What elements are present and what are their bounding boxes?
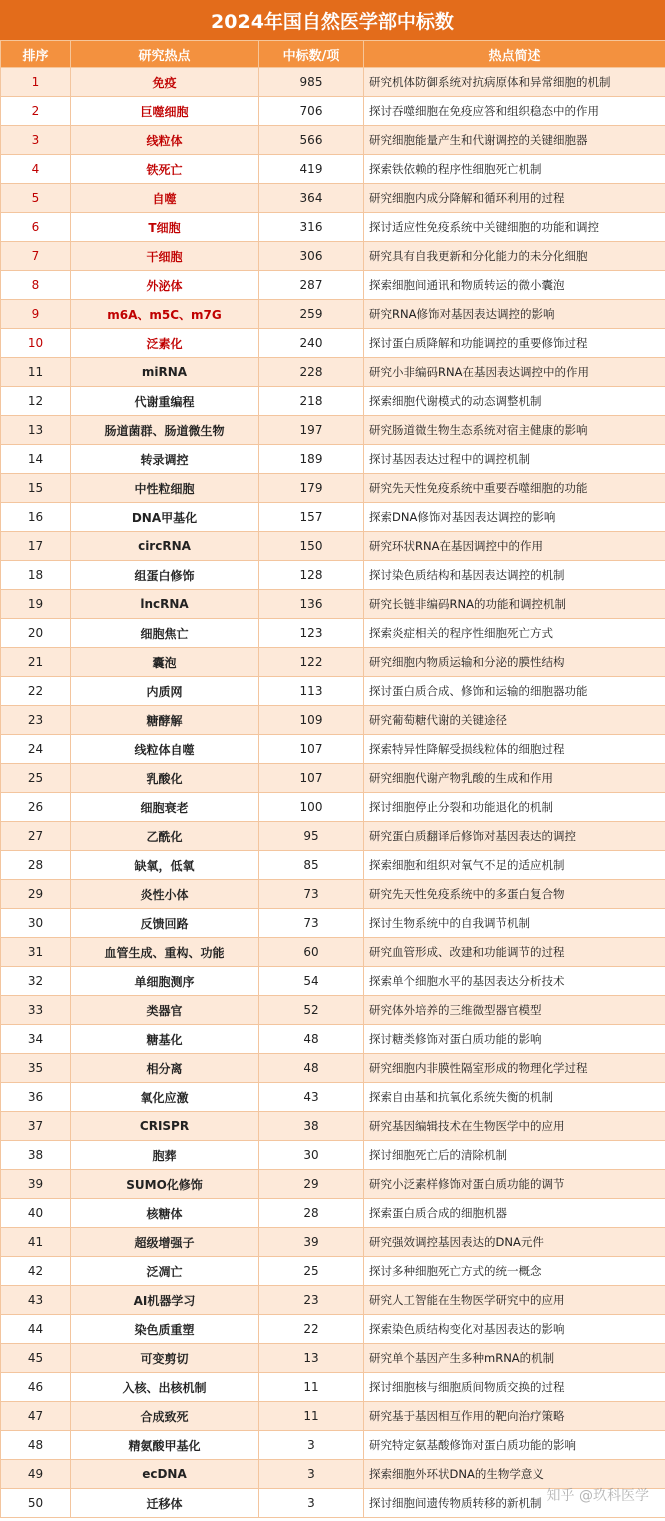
header-rank: 排序 bbox=[1, 41, 71, 68]
table-row bbox=[1, 561, 665, 590]
count-cell: 11 bbox=[259, 1373, 364, 1402]
description-cell: 研究先天性免疫系统中重要吞噬细胞的功能 bbox=[364, 474, 665, 503]
topic-cell: 糖酵解 bbox=[71, 706, 259, 735]
description-cell: 探索铁依赖的程序性细胞死亡机制 bbox=[364, 155, 665, 184]
topic-cell: 合成致死 bbox=[71, 1402, 259, 1431]
rank-cell: 28 bbox=[1, 851, 71, 880]
ranking-table bbox=[0, 40, 665, 1518]
topic-cell: SUMO化修饰 bbox=[71, 1170, 259, 1199]
rank-cell: 4 bbox=[1, 155, 71, 184]
topic-cell: lncRNA bbox=[71, 590, 259, 619]
rank-cell: 26 bbox=[1, 793, 71, 822]
table-row bbox=[1, 677, 665, 706]
table-row bbox=[1, 967, 665, 996]
count-cell: 54 bbox=[259, 967, 364, 996]
count-cell: 85 bbox=[259, 851, 364, 880]
count-cell: 128 bbox=[259, 561, 364, 590]
table-row bbox=[1, 358, 665, 387]
count-cell: 25 bbox=[259, 1257, 364, 1286]
count-cell: 38 bbox=[259, 1112, 364, 1141]
rank-cell: 10 bbox=[1, 329, 71, 358]
description-cell: 研究环状RNA在基因调控中的作用 bbox=[364, 532, 665, 561]
description-cell: 研究细胞内非膜性隔室形成的物理化学过程 bbox=[364, 1054, 665, 1083]
rank-cell: 38 bbox=[1, 1141, 71, 1170]
description-cell: 探讨细胞间遗传物质转移的新机制 bbox=[364, 1489, 665, 1518]
description-cell: 研究基因编辑技术在生物医学中的应用 bbox=[364, 1112, 665, 1141]
rank-cell: 33 bbox=[1, 996, 71, 1025]
count-cell: 3 bbox=[259, 1431, 364, 1460]
table-row bbox=[1, 68, 665, 97]
rank-cell: 14 bbox=[1, 445, 71, 474]
count-cell: 218 bbox=[259, 387, 364, 416]
rank-cell: 7 bbox=[1, 242, 71, 271]
rank-cell: 23 bbox=[1, 706, 71, 735]
description-cell: 探索细胞间通讯和物质转运的微小囊泡 bbox=[364, 271, 665, 300]
table-row bbox=[1, 764, 665, 793]
count-cell: 48 bbox=[259, 1025, 364, 1054]
table-header-row bbox=[1, 41, 665, 68]
count-cell: 48 bbox=[259, 1054, 364, 1083]
table-row bbox=[1, 532, 665, 561]
rank-cell: 15 bbox=[1, 474, 71, 503]
topic-cell: 免疫 bbox=[71, 68, 259, 97]
topic-cell: 可变剪切 bbox=[71, 1344, 259, 1373]
table-row bbox=[1, 1141, 665, 1170]
description-cell: 研究基于基因相互作用的靶向治疗策略 bbox=[364, 1402, 665, 1431]
description-cell: 研究葡萄糖代谢的关键途径 bbox=[364, 706, 665, 735]
table-row bbox=[1, 1228, 665, 1257]
description-cell: 研究蛋白质翻译后修饰对基因表达的调控 bbox=[364, 822, 665, 851]
topic-cell: 核糖体 bbox=[71, 1199, 259, 1228]
rank-cell: 40 bbox=[1, 1199, 71, 1228]
count-cell: 197 bbox=[259, 416, 364, 445]
rank-cell: 20 bbox=[1, 619, 71, 648]
rank-cell: 36 bbox=[1, 1083, 71, 1112]
topic-cell: CRISPR bbox=[71, 1112, 259, 1141]
topic-cell: 入核、出核机制 bbox=[71, 1373, 259, 1402]
topic-cell: 氧化应激 bbox=[71, 1083, 259, 1112]
topic-cell: 自噬 bbox=[71, 184, 259, 213]
table-row bbox=[1, 1170, 665, 1199]
table-row bbox=[1, 706, 665, 735]
topic-cell: 外泌体 bbox=[71, 271, 259, 300]
rank-cell: 39 bbox=[1, 1170, 71, 1199]
topic-cell: circRNA bbox=[71, 532, 259, 561]
table-row bbox=[1, 97, 665, 126]
count-cell: 30 bbox=[259, 1141, 364, 1170]
rank-cell: 8 bbox=[1, 271, 71, 300]
table-row bbox=[1, 619, 665, 648]
topic-cell: 内质网 bbox=[71, 677, 259, 706]
topic-cell: 血管生成、重构、功能 bbox=[71, 938, 259, 967]
rank-cell: 30 bbox=[1, 909, 71, 938]
rank-cell: 32 bbox=[1, 967, 71, 996]
count-cell: 3 bbox=[259, 1489, 364, 1518]
rank-cell: 45 bbox=[1, 1344, 71, 1373]
rank-cell: 22 bbox=[1, 677, 71, 706]
count-cell: 73 bbox=[259, 880, 364, 909]
count-cell: 287 bbox=[259, 271, 364, 300]
rank-cell: 13 bbox=[1, 416, 71, 445]
topic-cell: 巨噬细胞 bbox=[71, 97, 259, 126]
rank-cell: 25 bbox=[1, 764, 71, 793]
count-cell: 95 bbox=[259, 822, 364, 851]
description-cell: 研究机体防御系统对抗病原体和异常细胞的机制 bbox=[364, 68, 665, 97]
description-cell: 探讨蛋白质降解和功能调控的重要修饰过程 bbox=[364, 329, 665, 358]
count-cell: 566 bbox=[259, 126, 364, 155]
header-count: 中标数/项 bbox=[259, 41, 364, 68]
count-cell: 29 bbox=[259, 1170, 364, 1199]
topic-cell: 超级增强子 bbox=[71, 1228, 259, 1257]
description-cell: 研究长链非编码RNA的功能和调控机制 bbox=[364, 590, 665, 619]
table-row bbox=[1, 880, 665, 909]
description-cell: 探索细胞外环状DNA的生物学意义 bbox=[364, 1460, 665, 1489]
count-cell: 39 bbox=[259, 1228, 364, 1257]
topic-cell: 代谢重编程 bbox=[71, 387, 259, 416]
rank-cell: 3 bbox=[1, 126, 71, 155]
topic-cell: m6A、m5C、m7G bbox=[71, 300, 259, 329]
table-row bbox=[1, 1402, 665, 1431]
header-description: 热点简述 bbox=[364, 41, 665, 68]
header-topic: 研究热点 bbox=[71, 41, 259, 68]
count-cell: 73 bbox=[259, 909, 364, 938]
topic-cell: 乳酸化 bbox=[71, 764, 259, 793]
count-cell: 259 bbox=[259, 300, 364, 329]
topic-cell: 乙酰化 bbox=[71, 822, 259, 851]
topic-cell: 泛凋亡 bbox=[71, 1257, 259, 1286]
rank-cell: 2 bbox=[1, 97, 71, 126]
description-cell: 研究RNA修饰对基因表达调控的影响 bbox=[364, 300, 665, 329]
rank-cell: 24 bbox=[1, 735, 71, 764]
count-cell: 100 bbox=[259, 793, 364, 822]
topic-cell: T细胞 bbox=[71, 213, 259, 242]
count-cell: 240 bbox=[259, 329, 364, 358]
table-row bbox=[1, 155, 665, 184]
table-row bbox=[1, 938, 665, 967]
topic-cell: miRNA bbox=[71, 358, 259, 387]
description-cell: 探讨染色质结构和基因表达调控的机制 bbox=[364, 561, 665, 590]
topic-cell: ecDNA bbox=[71, 1460, 259, 1489]
topic-cell: 反馈回路 bbox=[71, 909, 259, 938]
description-cell: 探索细胞代谢模式的动态调整机制 bbox=[364, 387, 665, 416]
count-cell: 11 bbox=[259, 1402, 364, 1431]
count-cell: 706 bbox=[259, 97, 364, 126]
description-cell: 探讨细胞死亡后的清除机制 bbox=[364, 1141, 665, 1170]
rank-cell: 6 bbox=[1, 213, 71, 242]
table-row bbox=[1, 1286, 665, 1315]
table-row bbox=[1, 1199, 665, 1228]
count-cell: 60 bbox=[259, 938, 364, 967]
topic-cell: 囊泡 bbox=[71, 648, 259, 677]
count-cell: 136 bbox=[259, 590, 364, 619]
table-row bbox=[1, 242, 665, 271]
table-row bbox=[1, 1025, 665, 1054]
rank-cell: 31 bbox=[1, 938, 71, 967]
count-cell: 316 bbox=[259, 213, 364, 242]
rank-cell: 44 bbox=[1, 1315, 71, 1344]
count-cell: 228 bbox=[259, 358, 364, 387]
rank-cell: 19 bbox=[1, 590, 71, 619]
topic-cell: 线粒体自噬 bbox=[71, 735, 259, 764]
description-cell: 研究细胞代谢产物乳酸的生成和作用 bbox=[364, 764, 665, 793]
count-cell: 157 bbox=[259, 503, 364, 532]
description-cell: 探索单个细胞水平的基因表达分析技术 bbox=[364, 967, 665, 996]
description-cell: 研究先天性免疫系统中的多蛋白复合物 bbox=[364, 880, 665, 909]
count-cell: 52 bbox=[259, 996, 364, 1025]
table-row bbox=[1, 1373, 665, 1402]
description-cell: 探讨细胞核与细胞质间物质交换的过程 bbox=[364, 1373, 665, 1402]
description-cell: 探索细胞和组织对氧气不足的适应机制 bbox=[364, 851, 665, 880]
count-cell: 189 bbox=[259, 445, 364, 474]
description-cell: 研究肠道微生物生态系统对宿主健康的影响 bbox=[364, 416, 665, 445]
rank-cell: 42 bbox=[1, 1257, 71, 1286]
table-row bbox=[1, 387, 665, 416]
rank-cell: 16 bbox=[1, 503, 71, 532]
count-cell: 364 bbox=[259, 184, 364, 213]
table-row bbox=[1, 126, 665, 155]
table-row bbox=[1, 329, 665, 358]
topic-cell: 转录调控 bbox=[71, 445, 259, 474]
count-cell: 150 bbox=[259, 532, 364, 561]
topic-cell: 缺氧，低氧 bbox=[71, 851, 259, 880]
topic-cell: 细胞焦亡 bbox=[71, 619, 259, 648]
topic-cell: 炎性小体 bbox=[71, 880, 259, 909]
description-cell: 探讨吞噬细胞在免疫应答和组织稳态中的作用 bbox=[364, 97, 665, 126]
description-cell: 探讨适应性免疫系统中关键细胞的功能和调控 bbox=[364, 213, 665, 242]
rank-cell: 17 bbox=[1, 532, 71, 561]
count-cell: 122 bbox=[259, 648, 364, 677]
description-cell: 探索DNA修饰对基因表达调控的影响 bbox=[364, 503, 665, 532]
description-cell: 探讨细胞停止分裂和功能退化的机制 bbox=[364, 793, 665, 822]
count-cell: 107 bbox=[259, 764, 364, 793]
rank-cell: 18 bbox=[1, 561, 71, 590]
description-cell: 探索炎症相关的程序性细胞死亡方式 bbox=[364, 619, 665, 648]
table-row bbox=[1, 474, 665, 503]
rank-cell: 34 bbox=[1, 1025, 71, 1054]
count-cell: 13 bbox=[259, 1344, 364, 1373]
count-cell: 107 bbox=[259, 735, 364, 764]
table-row bbox=[1, 735, 665, 764]
topic-cell: 铁死亡 bbox=[71, 155, 259, 184]
rank-cell: 46 bbox=[1, 1373, 71, 1402]
table-row bbox=[1, 851, 665, 880]
table-row bbox=[1, 213, 665, 242]
description-cell: 研究体外培养的三维微型器官模型 bbox=[364, 996, 665, 1025]
table-row bbox=[1, 648, 665, 677]
table-row bbox=[1, 300, 665, 329]
description-cell: 研究细胞内物质运输和分泌的膜性结构 bbox=[364, 648, 665, 677]
rank-cell: 5 bbox=[1, 184, 71, 213]
watermark: 知乎 @玖科医学 bbox=[546, 1488, 649, 1504]
count-cell: 985 bbox=[259, 68, 364, 97]
topic-cell: 染色质重塑 bbox=[71, 1315, 259, 1344]
topic-cell: 相分离 bbox=[71, 1054, 259, 1083]
description-cell: 研究小泛素样修饰对蛋白质功能的调节 bbox=[364, 1170, 665, 1199]
rank-cell: 11 bbox=[1, 358, 71, 387]
table-row bbox=[1, 445, 665, 474]
rank-cell: 9 bbox=[1, 300, 71, 329]
count-cell: 22 bbox=[259, 1315, 364, 1344]
topic-cell: 单细胞测序 bbox=[71, 967, 259, 996]
count-cell: 3 bbox=[259, 1460, 364, 1489]
description-cell: 探讨多种细胞死亡方式的统一概念 bbox=[364, 1257, 665, 1286]
description-cell: 研究血管形成、改建和功能调节的过程 bbox=[364, 938, 665, 967]
description-cell: 研究单个基因产生多种mRNA的机制 bbox=[364, 1344, 665, 1373]
table-row bbox=[1, 1054, 665, 1083]
count-cell: 179 bbox=[259, 474, 364, 503]
rank-cell: 37 bbox=[1, 1112, 71, 1141]
topic-cell: 胞葬 bbox=[71, 1141, 259, 1170]
rank-cell: 47 bbox=[1, 1402, 71, 1431]
topic-cell: 中性粒细胞 bbox=[71, 474, 259, 503]
table-row bbox=[1, 503, 665, 532]
topic-cell: 线粒体 bbox=[71, 126, 259, 155]
table-row bbox=[1, 1431, 665, 1460]
table-row bbox=[1, 590, 665, 619]
rank-cell: 1 bbox=[1, 68, 71, 97]
topic-cell: AI机器学习 bbox=[71, 1286, 259, 1315]
table-row bbox=[1, 996, 665, 1025]
rank-cell: 41 bbox=[1, 1228, 71, 1257]
description-cell: 探索染色质结构变化对基因表达的影响 bbox=[364, 1315, 665, 1344]
topic-cell: 细胞衰老 bbox=[71, 793, 259, 822]
table-row bbox=[1, 1315, 665, 1344]
topic-cell: 精氨酸甲基化 bbox=[71, 1431, 259, 1460]
description-cell: 研究人工智能在生物医学研究中的应用 bbox=[364, 1286, 665, 1315]
description-cell: 探讨基因表达过程中的调控机制 bbox=[364, 445, 665, 474]
topic-cell: 组蛋白修饰 bbox=[71, 561, 259, 590]
topic-cell: 泛素化 bbox=[71, 329, 259, 358]
topic-cell: 干细胞 bbox=[71, 242, 259, 271]
topic-cell: 迁移体 bbox=[71, 1489, 259, 1518]
rank-cell: 43 bbox=[1, 1286, 71, 1315]
rank-cell: 48 bbox=[1, 1431, 71, 1460]
topic-cell: 肠道菌群、肠道微生物 bbox=[71, 416, 259, 445]
description-cell: 研究小非编码RNA在基因表达调控中的作用 bbox=[364, 358, 665, 387]
rank-cell: 35 bbox=[1, 1054, 71, 1083]
table-row bbox=[1, 793, 665, 822]
count-cell: 419 bbox=[259, 155, 364, 184]
count-cell: 123 bbox=[259, 619, 364, 648]
table-row bbox=[1, 822, 665, 851]
rank-cell: 21 bbox=[1, 648, 71, 677]
count-cell: 28 bbox=[259, 1199, 364, 1228]
description-cell: 研究细胞内成分降解和循环利用的过程 bbox=[364, 184, 665, 213]
page-title: 2024年国自然医学部中标数 bbox=[0, 0, 665, 40]
count-cell: 43 bbox=[259, 1083, 364, 1112]
table-row bbox=[1, 184, 665, 213]
table-row bbox=[1, 271, 665, 300]
rank-cell: 12 bbox=[1, 387, 71, 416]
rank-cell: 49 bbox=[1, 1460, 71, 1489]
topic-cell: DNA甲基化 bbox=[71, 503, 259, 532]
table-row bbox=[1, 1344, 665, 1373]
count-cell: 306 bbox=[259, 242, 364, 271]
table-row bbox=[1, 416, 665, 445]
description-cell: 探讨糖类修饰对蛋白质功能的影响 bbox=[364, 1025, 665, 1054]
count-cell: 23 bbox=[259, 1286, 364, 1315]
rank-cell: 29 bbox=[1, 880, 71, 909]
topic-cell: 糖基化 bbox=[71, 1025, 259, 1054]
rank-cell: 50 bbox=[1, 1489, 71, 1518]
description-cell: 探索自由基和抗氧化系统失衡的机制 bbox=[364, 1083, 665, 1112]
count-cell: 113 bbox=[259, 677, 364, 706]
table-row bbox=[1, 909, 665, 938]
table-row bbox=[1, 1257, 665, 1286]
description-cell: 探讨生物系统中的自我调节机制 bbox=[364, 909, 665, 938]
description-cell: 研究具有自我更新和分化能力的未分化细胞 bbox=[364, 242, 665, 271]
description-cell: 探讨蛋白质合成、修饰和运输的细胞器功能 bbox=[364, 677, 665, 706]
description-cell: 研究细胞能量产生和代谢调控的关键细胞器 bbox=[364, 126, 665, 155]
table-row bbox=[1, 1112, 665, 1141]
description-cell: 研究强效调控基因表达的DNA元件 bbox=[364, 1228, 665, 1257]
description-cell: 研究特定氨基酸修饰对蛋白质功能的影响 bbox=[364, 1431, 665, 1460]
count-cell: 109 bbox=[259, 706, 364, 735]
topic-cell: 类器官 bbox=[71, 996, 259, 1025]
description-cell: 探索蛋白质合成的细胞机器 bbox=[364, 1199, 665, 1228]
description-cell: 探索特异性降解受损线粒体的细胞过程 bbox=[364, 735, 665, 764]
table-row bbox=[1, 1083, 665, 1112]
rank-cell: 27 bbox=[1, 822, 71, 851]
